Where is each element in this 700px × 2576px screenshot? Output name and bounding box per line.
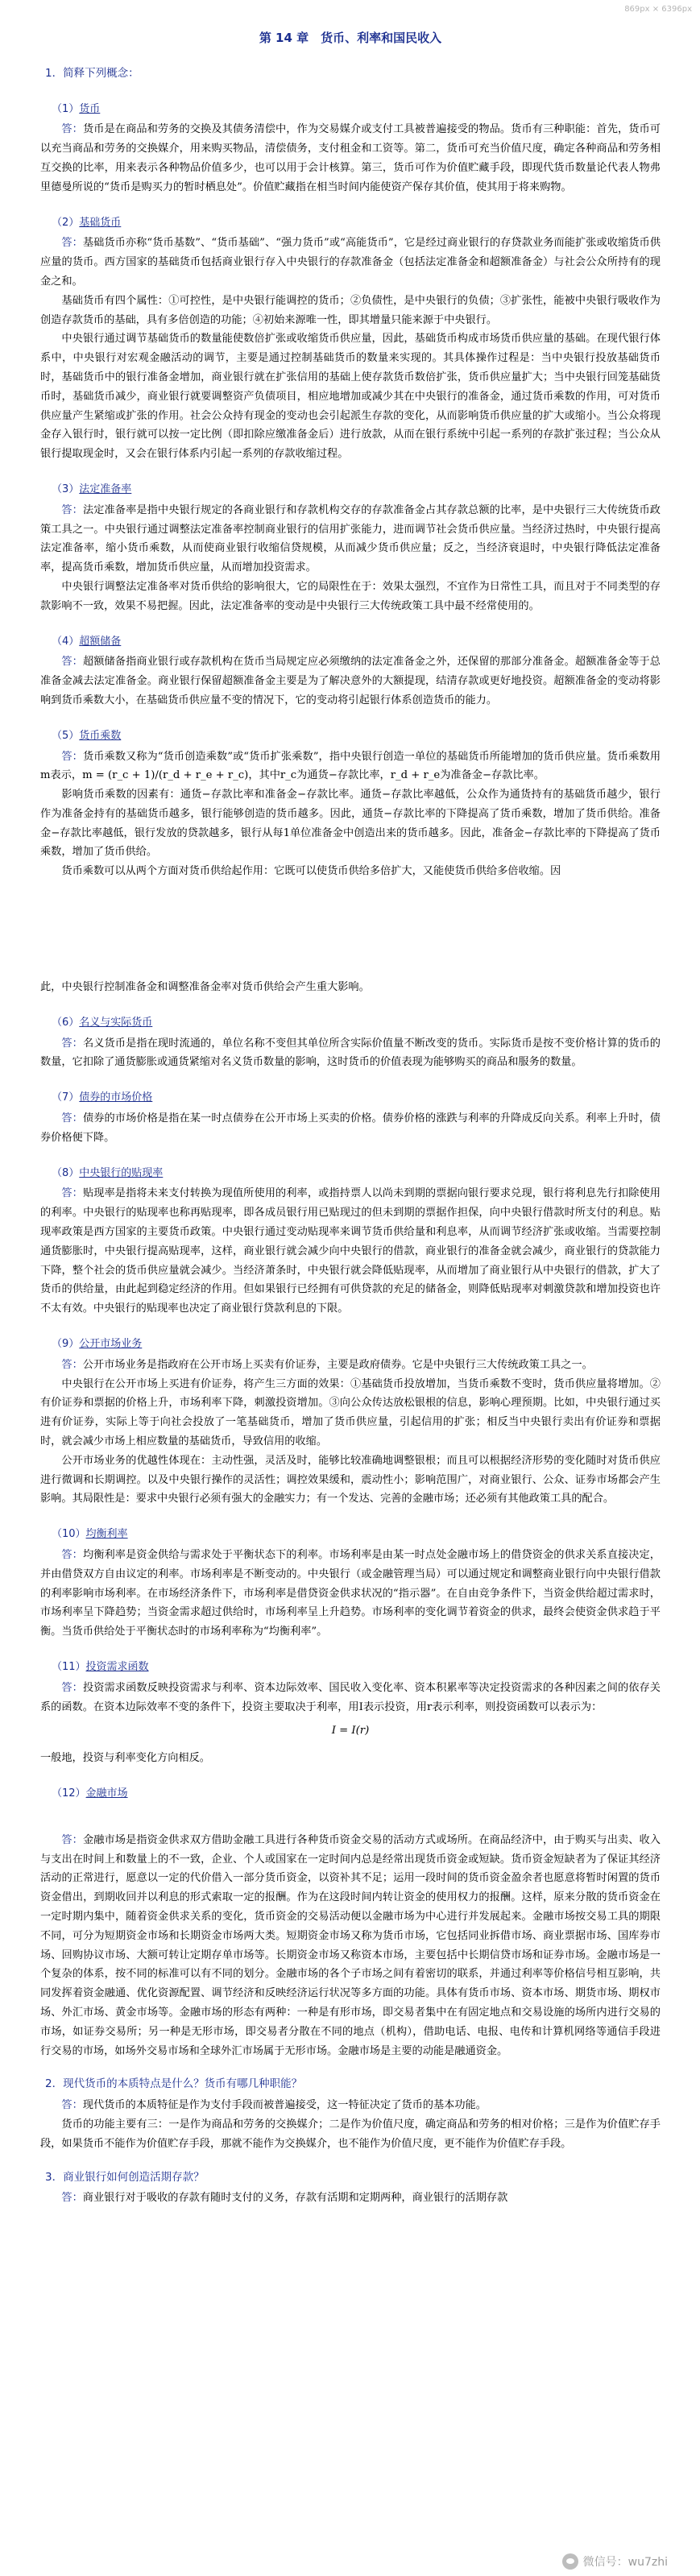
concept-answer-paragraph: 答：货币乘数又称为“货币创造乘数”或“货币扩张乘数”，指中央银行创造一单位的基础货币所能增加的货币供应量。货币乘数用m表示，m = (r_c + 1)/(r_d + r_e + r_c)，其中r_c为通货−存款比率，r_d + r_e为准备金−存款比率。 <box>40 750 661 782</box>
concept-number: （2） <box>52 216 80 229</box>
answer-label: 答： <box>61 1037 83 1050</box>
answer-label: 答： <box>61 1187 83 1200</box>
answer-label: 答： <box>61 2192 83 2205</box>
concept-number: （8） <box>52 1166 80 1179</box>
concept-term: 均衡利率 <box>85 1528 128 1541</box>
question-2-answer-p2: 货币的功能主要有三：一是作为商品和劳务的交换媒介；二是作为价值尺度，确定商品和劳务的相对价格；三是作为价值贮存手段，如果货币不能作为价值贮存手段，那就不能作为交换媒介，也不能作为价值尺度，更不能作为价值贮存手段。 <box>40 2118 661 2150</box>
blank-region <box>40 881 661 978</box>
concept-number: （5） <box>52 729 80 742</box>
concept-heading <box>52 1335 661 1354</box>
concept-term: 公开市场业务 <box>79 1338 143 1351</box>
answer-label: 答： <box>61 2099 83 2112</box>
question-2-heading: 2．现代货币的本质特点是什么？货币有哪几种职能？ <box>45 2077 303 2091</box>
concept-answer-paragraph: 答：均衡利率是资金供给与需求处于平衡状态下的利率。市场利率是由某一时点处金融市场上的借贷资金的供求关系直接决定，并由借贷双方自由议定的利率。市场利率是不断变动的。中央银行（或金融管理当局）可以通过规定和调整商业银行向中央银行借款的利率影响市场利率。在市场经济条件下，市场利率是借贷资金供求状况的“指示器”。在自由竞争条件下，当资金供给超过需求时，市场利率呈下降趋势；当资金需求超过供给时，市场利率呈上升趋势。市场利率的变化调节着资金的供求，最终会使资金供求趋于平衡。当货币供给处于平衡状态时的市场利率称为“均衡利率”。 <box>40 1549 661 1638</box>
concept-heading <box>52 213 661 233</box>
concept-term: 货币 <box>79 102 101 115</box>
answer-label: 答： <box>61 123 83 136</box>
concept-answer-paragraph: 基础货币有四个属性：①可控性，是中央银行能调控的货币；②负债性，是中央银行的负债；③扩张性，能被中央银行吸收作为创造存款货币的基础，具有多倍创造的功能；④初始来源唯一性，即其增量只能来源于中央银行。 <box>40 294 661 326</box>
concept-answer-paragraph: 答：投资需求函数反映投资需求与利率、资本边际效率、国民收入变化率、资本积累率等决定投资需求的各种因素之间的依存关系的函数。在资本边际效率不变的条件下，投资主要取决于利率，用I表示投资，用r表示利率，则投资函数可以表示为： <box>40 1681 661 1713</box>
question-1-heading: 1．简释下列概念： <box>45 66 139 80</box>
concept-heading <box>52 632 661 652</box>
concept-answer-paragraph: 中央银行通过调节基础货币的数量能使数倍扩张或收缩货币供应量，因此，基础货币构成市场货币供应量的基础。在现代银行体系中，中央银行对宏观金融活动的调节，主要是通过控制基础货币的数量来实现的。其具体操作过程是：当中央银行投放基础货币时，基础货币中的银行准备金增加，商业银行就在扩张信用的基础上使存款货币数倍扩张，货币供应量扩大；当中央银行回笼基础货币时，基础货币减少，商业银行就要调整资产负债项目，相应地增加或减少其在中央银行的准备金，通过货币乘数的作用，可对货币供应量产生紧缩或扩张的作用。社会公众持有现金的变动也会引起派生存款的变化，从而影响货币供应量的扩大或缩小。当公众将现金存入银行时，银行就可以按一定比例（即扣除应缴准备金后）进行放款，从而在银行系统中引起一系列的存款扩张过程；当公众从银行提取现金时，又会在银行体系内引起一系列的存款收缩过程。 <box>40 333 661 461</box>
image-dimensions-label: 869px × 6396px <box>624 5 692 14</box>
concept-term: 基础货币 <box>79 216 122 229</box>
concept-number: （4） <box>52 635 80 648</box>
concept-term: 名义与实际货币 <box>79 1016 153 1029</box>
question-2-answer-p1: 答：现代货币的本质特征是作为支付手段而被普遍接受，这一特征决定了货币的基本功能。 <box>61 2099 487 2112</box>
concept-answer-paragraph: 答：基础货币亦称“货币基数”、“货币基础”、“强力货币”或“高能货币”，它是经过商业银行的存贷款业务而能扩张或收缩货币供应量的货币。西方国家的基础货币包括商业银行存入中央银行的存款准备金（包括法定准备金和超额准备金）与社会公众所持有的现金之和。 <box>40 237 661 288</box>
concept-answer-paragraph: 答：货币是在商品和劳务的交换及其债务清偿中，作为交易媒介或支付工具被普遍接受的物品。货币有三种职能：首先，货币可以充当商品和劳务的交换媒介，用来购买物品，清偿债务，支付租金和工资等。第二，货币可充当价值尺度，确定各种商品和劳务相互交换的比率，用来表示各种物品价值多少，也可以用于会计核算。第三，货币可作为价值贮藏手段，即现代货币数量论代表人物弗里德曼所说的“货币是购买力的暂时栖息处”。价值贮藏指在相当时间内能使资产保存其价值，使其用于将来购物。 <box>40 123 661 193</box>
concept-heading <box>52 1164 661 1183</box>
concept-number: （11） <box>52 1660 86 1673</box>
watermark-text: 微信号：wu7zhi <box>582 2556 668 2569</box>
question-3-answer-p1: 答：商业银行对于吸收的存款有随时支付的义务，存款有活期和定期两种，商业银行的活期存款 <box>61 2192 508 2205</box>
answer-label: 答： <box>61 1549 83 1561</box>
answer-label: 答： <box>61 1112 83 1125</box>
blank-region <box>40 1805 661 1831</box>
concept-heading <box>52 1525 661 1544</box>
investment-function-formula: I = I(r) <box>331 1725 370 1737</box>
concept-answer-paragraph: 答：超额储备指商业银行或存款机构在货币当局规定应必须缴纳的法定准备金之外，还保留的那部分准备金。超额准备金等于总准备金减去法定准备金。商业银行保留超额准备金主要是为了解决意外的大额提现，结清存款或更好地投资。超额准备金的变动将影响到货币乘数大小，在基础货币供应量不变的情况下，它的变动将引起银行体系创造货币的能力。 <box>40 656 661 706</box>
page-break-continuation: 此，中央银行控制准备金和调整准备金率对货币供给会产生重大影响。 <box>40 981 370 994</box>
concept-term: 投资需求函数 <box>85 1660 149 1673</box>
concept-number: （12） <box>52 1787 86 1799</box>
concept-answer-paragraph: 公开市场业务的优越性体现在：主动性强，灵活及时，能够比较准确地调整银根；而且可以根据经济形势的变化随时对货币供应进行微调和长期调控。以及中央银行操作的灵活性；调控效果缓和，震动性小；影响范围广，对商业银行、公众、证券市场都会产生影响。其局限性是：要求中央银行必须有强大的金融实力；有一个发达、完善的金融市场；还必须有其他政策工具的配合。 <box>40 1454 661 1505</box>
concept-heading <box>52 727 661 746</box>
wechat-watermark <box>562 2553 668 2570</box>
concept-answer-paragraph: 货币乘数可以从两个方面对货币供给起作用：它既可以使货币供给多倍扩大，又能使货币供给多倍收缩。因 <box>61 865 561 878</box>
concept-answer-paragraph: 中央银行调整法定准备率对货币供给的影响很大，它的局限性在于：效果太强烈，不宜作为日常性工具，而且对于不同类型的存款影响不一致，效果不易把握。因此，法定准备率的变动是中央银行三大传统政策工具中最不经常使用的。 <box>40 580 661 612</box>
wechat-icon <box>562 2553 578 2570</box>
formula-note: 一般地，投资与利率变化方向相反。 <box>40 1752 210 1765</box>
concept-term: 债券的市场价格 <box>79 1091 153 1104</box>
concept-number: （6） <box>52 1016 80 1029</box>
concept-answer-paragraph: 答：金融市场是指资金供求双方借助金融工具进行各种货币资金交易的活动方式或场所。在商品经济中，由于购买与出卖、收入与支出在时间上和数量上的不一致，企业、个人或国家在一定时间内总是经常出现货币资金或短缺。货币资金短缺者为了保证其经济活动的正常进行，愿意以一定的代价借入一部分货币资金，以资补其不足；运用一段时间的货币资金盈余者也愿意将暂时闲置的货币资金借出，到期收回并以利息的形式索取一定的报酬。作为在这段时间内转让资金的使用权力的报酬。这样，原来分散的货币资金在一定时期内集中，随着资金供求关系的变化，货币资金的交易活动便以金融市场为中心进行并发展起来。金融市场按交易工具的期限不同，可分为短期资金市场和长期资金市场两大类。短期资金市场又称为货币市场，它包括同业拆借市场、商业票据市场、国库券市场、回购协议市场、大额可转让定期存单市场等。长期资金市场又称资本市场，主要包括中长期信贷市场和证券市场。金融市场是一个复杂的体系，按不同的标准可以有不同的划分。金融市场的各个子市场之间有着密切的联系，并通过利率等价格信号相互影响，共同发挥着资金融通、优化资源配置、调节经济和反映经济运行状况等多方面的功能。具体有货币市场、资本市场、期货市场、期权市场、外汇市场、黄金市场等。金融市场的形态有两种：一种是有形市场，即交易者集中在有固定地点和交易设施的场所内进行交易的市场，如证券交易所；另一种是无形市场，即交易者分散在不同的地点（机构），借助电话、电报、电传和计算机网络等通信手段进行交易的市场，如场外交易市场和全球外汇市场属于无形市场。金融市场是主要的动能是融通资金。 <box>40 1833 661 2057</box>
concept-heading <box>52 1088 661 1108</box>
question-3-heading: 3．商业银行如何创造活期存款？ <box>45 2170 205 2184</box>
concept-heading <box>52 1658 661 1677</box>
answer-label: 答： <box>61 237 83 250</box>
concept-number: （7） <box>52 1091 80 1104</box>
concept-heading <box>52 100 661 119</box>
concept-answer-paragraph: 答：法定准备率是指中央银行规定的各商业银行和存款机构交存的存款准备金占其存款总额的比率，是中央银行三大传统货币政策工具之一。中央银行通过调整法定准备率控制商业银行的信用扩张能力，进而调节社会货币供应量。当经济过热时，中央银行提高法定准备率，缩小货币乘数，从而使商业银行收缩信贷规模，从而减少货币供应量；反之，当经济衰退时，中央银行降低法定准备率，提高货币乘数，增加货币供应量，从而增加投资需求。 <box>40 503 661 574</box>
concept-answer-paragraph: 中央银行在公开市场上买进有价证券，将产生三方面的效果：①基础货币投放增加，当货币乘数不变时，货币供应量将增加。②有价证券和票据的价格上升，市场利率下降，刺激投资增加。③向公众传达放松银根的信息，影响心理预期。比如，中央银行通过买进有价证券，实际上等于向社会投放了一笔基础货币，增加了货币供应量，引起信用的扩张；相反当中央银行卖出有价证券和票据时，就会减少市场上相应数量的基础货币，导致信用的收缩。 <box>40 1377 661 1448</box>
document-page <box>40 24 661 2208</box>
concept-number: （9） <box>52 1338 80 1351</box>
concept-term: 超额储备 <box>79 635 122 648</box>
answer-label: 答： <box>61 1681 83 1694</box>
concept-term: 货币乘数 <box>79 729 122 742</box>
concept-term: 法定准备率 <box>79 482 132 495</box>
concept-heading <box>52 1013 661 1033</box>
concept-term: 金融市场 <box>85 1787 128 1799</box>
concept-number: （10） <box>52 1528 86 1541</box>
answer-label: 答： <box>61 750 83 763</box>
concept-answer-paragraph: 答：贴现率是指将未来支付转换为现值所使用的利率，或指持票人以尚未到期的票据向银行要求兑现，银行将利息先行扣除使用的利率。中央银行的贴现率也称再贴现率，即各成员银行用已贴现过的但未到期的票据作担保，向中央银行借款时所支付的利息。贴现率政策是西方国家的主要货币政策。中央银行通过变动贴现率来调节货币供给量和利息率，从而调节经济扩张或收缩。当需要控制通货膨胀时，中央银行提高贴现率，这样，商业银行就会减少向中央银行的借款，商业银行的准备金就会减少，商业银行的贷款能力下降，整个社会的货币供应量就会减少。当经济萧条时，中央银行就会降低贴现率，从而增加了商业银行从中央银行的借款，扩大了货币的供给量，由此起到稳定经济的作用。但如果银行已经拥有可供贷款的充足的储备金，则降低贴现率对刺激贷款和增加投资也许不太有效。中央银行的贴现率也决定了商业银行贷款利息的下限。 <box>40 1187 661 1315</box>
concept-heading <box>52 1784 661 1804</box>
concept-number: （3） <box>52 482 80 495</box>
concept-list-part-2 <box>40 1013 661 2060</box>
concept-list-part-1 <box>40 100 661 881</box>
chapter-title: 第 14 章 货币、利率和国民收入 <box>259 31 442 45</box>
concept-answer-paragraph: 影响货币乘数的因素有：通货−存款比率和准备金−存款比率。通货−存款比率越低，公众作为通货持有的基础货币越少，银行作为准备金持有的基础货币越多，银行能够创造的货币越多。因此，通货−存款比率的下降提高了货币乘数，增加了货币供给。准备金−存款比率越低，银行发放的贷款越多，银行从每1单位准备金中创造出来的货币越多。因此，准备金−存款比率的下降提高了货币乘数，增加了货币供给。 <box>40 789 661 859</box>
answer-label: 答： <box>61 503 83 516</box>
concept-term: 中央银行的贴现率 <box>79 1166 164 1179</box>
answer-label: 答： <box>61 1833 83 1846</box>
answer-label: 答： <box>61 656 83 669</box>
answer-label: 答： <box>61 1358 83 1371</box>
concept-answer-paragraph: 答：公开市场业务是指政府在公开市场上买卖有价证券，主要是政府债券。它是中央银行三大传统政策工具之一。 <box>61 1358 593 1371</box>
concept-number: （1） <box>52 102 80 115</box>
concept-answer-paragraph: 答：名义货币是指在现时流通的，单位名称不变但其单位所含实际价值量不断改变的货币。实际货币是按不变价格计算的货币的数量，它扣除了通货膨胀或通货紧缩对名义货币数量的影响，这时货币的价值表现为能够购买的商品和服务的数量。 <box>40 1037 661 1069</box>
concept-heading <box>52 480 661 499</box>
concept-answer-paragraph: 答：债券的市场价格是指在某一时点债券在公开市场上买卖的价格。债券价格的涨跌与利率的升降成反向关系。利率上升时，债券价格便下降。 <box>40 1112 661 1144</box>
